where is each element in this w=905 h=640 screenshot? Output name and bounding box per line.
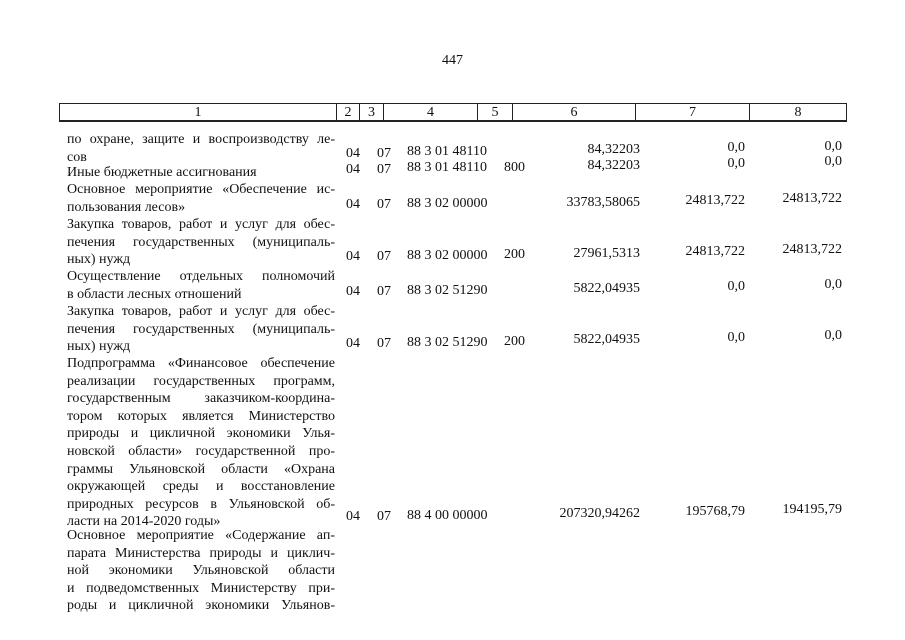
cell-section: 04 [346,284,360,299]
header-cell-4: 4 [384,104,478,120]
description-line: ной экономики Ульяновской области [67,563,335,579]
description-line: и подведомственных Министерству при- [67,580,335,596]
page-number: 447 [442,53,463,68]
cell-amount-col8: 0,0 [824,154,842,169]
header-cell-8: 8 [794,105,802,120]
table-header-row [59,103,847,122]
description-line: Подпрограмма «Финансовое обеспечение [67,356,335,371]
row-description [67,181,335,216]
description-line: граммы Ульяновской области «Охрана [67,461,335,477]
cell-amount-col7: 0,0 [727,330,745,345]
row-description [67,164,335,182]
description-line: природных ресурсов в Ульяновской об- [67,496,335,512]
description-line: Закупка товаров, работ и услуг для обес- [67,304,335,319]
cell-amount-col8: 0,0 [824,139,842,154]
cell-target-code: 88 3 02 51290 [407,283,488,298]
header-cell-6: 6 [513,104,636,120]
header-cell-1: 1 [60,104,337,120]
cell-target-code: 88 4 00 00000 [407,508,488,523]
cell-amount-col8: 24813,722 [782,242,842,257]
cell-expense-type: 800 [504,160,525,175]
cell-subsection: 07 [377,162,391,177]
cell-amount-col6: 207320,94262 [559,506,640,521]
cell-amount-col6: 5822,04935 [573,332,640,347]
header-cell-7: 7 [636,104,750,120]
row-description [67,355,335,531]
description-line: пользования лесов» [67,199,186,215]
description-line: новской области» государственной про- [67,443,335,459]
cell-amount-col7: 24813,722 [685,244,745,259]
cell-target-code: 88 3 02 00000 [407,196,488,211]
header-cell-2: 2 [337,104,360,120]
description-line: Основное мероприятие «Содержание ап- [67,528,335,543]
description-line: ных) нужд [67,339,131,355]
cell-amount-col7: 0,0 [727,156,745,171]
cell-amount-col7: 195768,79 [685,504,745,519]
description-line: печения государственных (муниципаль- [67,321,335,337]
cell-section: 04 [346,509,360,524]
cell-target-code: 88 3 01 48110 [407,160,487,175]
cell-subsection: 07 [377,197,391,212]
row-description [67,131,335,166]
header-cell-3: 3 [360,104,384,120]
cell-section: 04 [346,249,360,264]
cell-subsection: 07 [377,249,391,264]
description-line: природы и цикличной экономики Улья- [67,426,335,442]
description-line: тором которых является Министерство [67,408,335,424]
cell-amount-col6: 84,32203 [587,158,640,173]
cell-amount-col8: 24813,722 [782,191,842,206]
cell-amount-col8: 0,0 [824,277,842,292]
description-line: печения государственных (муниципаль- [67,234,335,250]
cell-subsection: 07 [377,146,391,161]
row-description [67,268,335,303]
cell-amount-col7: 24813,722 [685,193,745,208]
description-line: Закупка товаров, работ и услуг для обес- [67,217,335,232]
cell-subsection: 07 [377,284,391,299]
description-line: государственным заказчиком-координа- [67,391,335,407]
cell-amount-col6: 27961,5313 [573,246,640,261]
description-line: в области лесных отношений [67,286,242,302]
cell-section: 04 [346,162,360,177]
description-line: роды и цикличной экономики Ульянов- [67,598,335,614]
cell-subsection: 07 [377,336,391,351]
cell-section: 04 [346,197,360,212]
row-description [67,216,335,269]
cell-amount-col6: 5822,04935 [573,281,640,296]
cell-expense-type: 200 [504,247,525,262]
cell-section: 04 [346,336,360,351]
cell-section: 04 [346,146,360,161]
row-description [67,527,335,615]
cell-subsection: 07 [377,509,391,524]
description-line: ных) нужд [67,252,131,268]
cell-expense-type: 200 [504,334,525,349]
description-line: реализации государственных программ, [67,373,335,389]
cell-target-code: 88 3 02 51290 [407,335,488,350]
cell-target-code: 88 3 02 00000 [407,248,488,263]
description-line: сов [67,149,87,165]
description-line: Иные бюджетные ассигнования [67,165,257,180]
cell-amount-col6: 33783,58065 [566,195,640,210]
description-line: ласти на 2014-2020 годы» [67,514,221,530]
description-line: по охране, защите и воспроизводству ле- [67,132,335,147]
cell-amount-col6: 84,32203 [587,142,640,157]
cell-amount-col7: 0,0 [727,140,745,155]
description-line: парата Министерства природы и циклич- [67,545,335,561]
description-line: Основное мероприятие «Обеспечение ис- [67,182,335,197]
cell-amount-col8: 0,0 [824,328,842,343]
header-cell-5: 5 [478,104,513,120]
cell-amount-col8: 194195,79 [782,502,842,517]
description-line: окружающей среды и восстановление [67,479,335,495]
cell-target-code: 88 3 01 48110 [407,144,487,159]
description-line: Осуществление отдельных полномочий [67,269,335,284]
cell-amount-col7: 0,0 [727,279,745,294]
row-description [67,303,335,356]
